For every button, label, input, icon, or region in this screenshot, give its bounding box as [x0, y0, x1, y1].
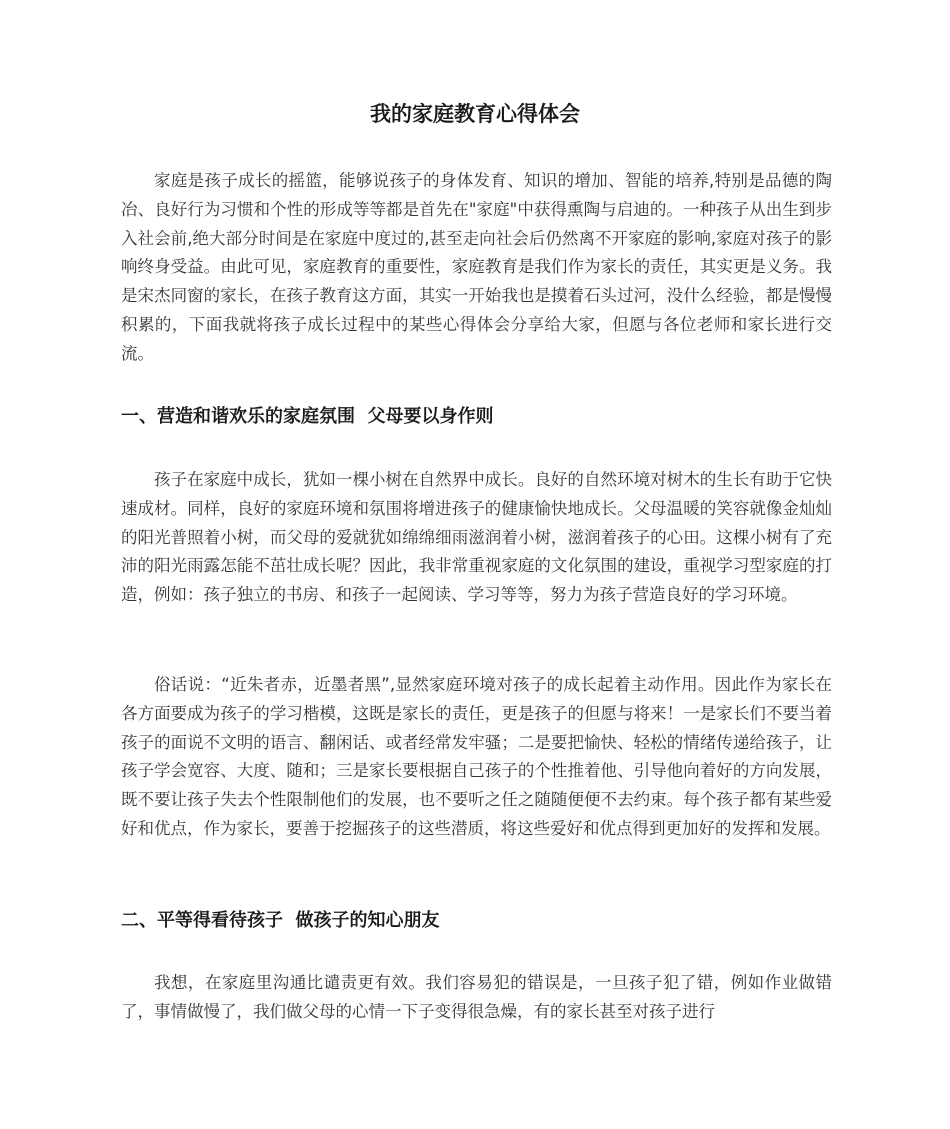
section-1-paragraph-1: 孩子在家庭中成长，犹如一棵小树在自然界中成长。良好的自然环境对树木的生长有助于它快速成材。同样，良好的家庭环境和氛围将增进孩子的健康愉快地成长。父母温暖的笑容就像金灿灿的阳光普照着小树，而父母的爱就犹如绵绵细雨滋润着小树，滋润着孩子的心田。这棵小树有了充沛的阳光雨露怎能不茁壮成长呢？因此，我非常重视家庭的文化氛围的建设，重视学习型家庭的打造，例如：孩子独立的书房、和孩子一起阅读、学习等等，努力为孩子营造良好的学习环境。 — [121, 470, 832, 605]
section-1-heading: 一、营造和谐欢乐的家庭氛围 父母要以身作则 — [121, 406, 494, 427]
section-1-paragraph-2: 俗话说：“近朱者赤，近墨者黑”,显然家庭环境对孩子的成长起着主动作用。因此作为家长在各方面要成为孩子的学习楷模，这既是家长的责任，更是孩子的但愿与将来！一是家长们不要当着孩子的面说不文明的语言、翻闲话、或者经常发牢骚；二是要把愉快、轻松的情绪传递给孩子，让孩子学会宽容、大度、随和；三是家长要根据自己孩子的个性推着他、引导他向着好的方向发展，既不要让孩子失去个性限制他们的发展，也不要听之任之随随便便不去约束。每个孩子都有某些爱好和优点，作为家长，要善于挖掘孩子的这些潜质，将这些爱好和优点得到更加好的发挥和发展。 — [121, 675, 832, 838]
document-title: 我的家庭教育心得体会 — [370, 102, 580, 126]
section-2-paragraph-1: 我想，在家庭里沟通比谴责更有效。我们容易犯的错误是，一旦孩子犯了错，例如作业做错了，事情做慢了，我们做父母的心情一下子变得很急燥，有的家长甚至对孩子进行 — [121, 973, 832, 1021]
intro-paragraph: 家庭是孩子成长的摇篮，能够说孩子的身体发育、知识的增加、智能的培养,特别是品德的陶冶、良好行为习惯和个性的形成等等都是首先在"家庭"中获得熏陶与启迪的。一种孩子从出生到步入社会前,绝大部分时间是在家庭中度过的,甚至走向社会后仍然离不开家庭的影响,家庭对孩子的影响终身受益。由此可见，家庭教育的重要性，家庭教育是我们作为家长的责任，其实更是义务。我是宋杰同窗的家长，在孩子教育这方面，其实一开始我也是摸着石头过河，没什么经验，都是慢慢积累的，下面我就将孩子成长过程中的某些心得体会分享给大家，但愿与各位老师和家长进行交流。 — [121, 171, 832, 363]
section-2-heading: 二、平等得看待孩子 做孩子的知心朋友 — [121, 910, 440, 931]
